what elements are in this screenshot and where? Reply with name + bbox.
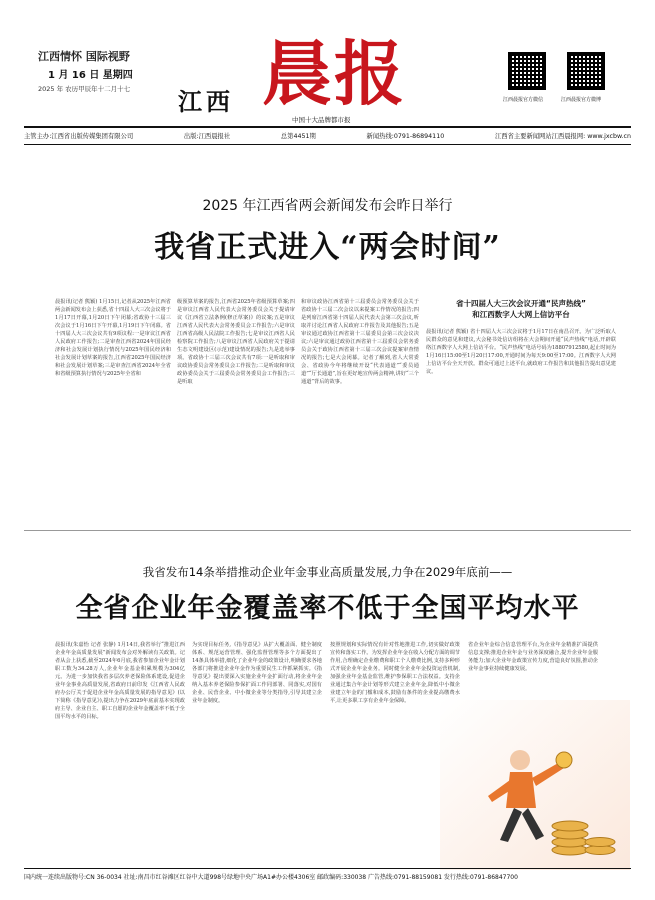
story1-col3: 和审议政协江西省第十三届委员会常务委员会关于省政协十三届二次会议以来提案工作情况的报告;四是列席江西省第十四届人民代表大会第三次会议,听取并讨论江西省人民政府工作报告及其他报告;五是审议通过政协江西省第十三届委员会第三次会议决议;六是审议通过政协江西省第十三届委员会常务委员会关于政协江西省第十三届三次会议提案审查情况的报告;七是大会闭幕。记者了解到,省人大常委会、省政协今年将继续开设“代表通道”“委员通道”“厅长通道”,旨在更好地宣传两会精神,讲好“三个通道”背后的故事。	[301, 299, 419, 385]
qr-caption-wechat: 江西晨报官方微信	[503, 97, 544, 103]
story2-col1: 晨报讯(朱嘉怡 记者 张静) 1月14日,我省举行“推进江西企业年金高质量发展”新闻发布会对外解读有关政策。记者从会上获悉,截至2024年6月底,我省参加企业年金计划职工数为34.28万人,企业年金基金积累规模为304亿元。为进一步加快我省多层次养老保险体系建设,促进企业年金事业高质量发展,省政府日前印发《江西省人民政府办公厅关于促进企业年金高质量发展的指导意见》(以下简称《指导意见》),提出力争在2029年底前基本实现政府主导、企业自主、职工自愿的企业年金覆盖率不低于全国平均水平的目标。	[55, 642, 185, 720]
infobar-rule	[24, 144, 631, 145]
masthead-rule	[24, 126, 631, 128]
pension-illustration	[440, 700, 630, 870]
story1-kicker: 2025 年江西省两会新闻发布会昨日举行	[202, 198, 453, 214]
info-issue: 总第4451期	[280, 133, 316, 140]
info-sponsor: 主管主办:江西省出版传媒集团有限公司	[24, 133, 134, 140]
story1-sidebar	[426, 298, 616, 376]
info-bar	[24, 131, 631, 142]
issue-date: 1 月 16 日 星期四	[48, 70, 133, 81]
lunar-date: 2025 年 农历甲辰年十二月十七	[38, 85, 131, 93]
story1-headline: 我省正式进入“两会时间”	[154, 230, 501, 265]
slogan: 江西情怀 国际视野	[38, 50, 130, 63]
story2-col3: 按照规划和实际情况有针对性地推进工作,切实做好政策宣传和落实工作。为发挥企业年金在收入分配方面的调节作用,合理确定企业缴费和职工个人缴费比例,支持多种形式开展企业年金业务。同时健全企业年金投资运营机制,加强企业年金基金监管,维护参保职工合法权益。支持企业通过集合年金计划等形式建立企业年金,降低中小微企业建立年金的门槛和成本,鼓励有条件的企业提高缴费水平,让更多职工享有企业年金保障。	[330, 642, 460, 704]
story2-col4: 省企业年金综合信息管理平台,为企业年金精准扩面提供信息支撑;推进企业年金与业务深度融合,提升企业年金服务能力;加大企业年金政策宣传力度,营造良好氛围,推动企业年金事业持续健康发展。	[468, 642, 598, 672]
wechat-qr-icon	[508, 52, 546, 90]
info-publisher: 出版:江西晨报社	[183, 133, 231, 140]
footer-imprint: 国内统一连续出版物号:CN 36-0034 社址:南昌市红谷滩区红谷中大道998号绿地中央广场A1#办公楼4306室 邮政编码:330038 广告热线:0791-88159081 发行热线:0791-86847700	[24, 874, 518, 881]
section-divider	[24, 530, 631, 531]
story2-col2: 为实现目标任务,《指导意见》从扩大覆盖面、健全制度体系、规范运营管理、强化监督管理等多个方面提出了14条具体举措,细化了企业年金的政策设计,明确要求各地各部门将推进企业年金作为重要民生工作抓紧抓实。《指导意见》提出要深入实施企业年金扩面行动,将企业年金纳入基本养老保险参保扩面工作同部署、同落实,对国有企业、民营企业、中小微企业等分类指导,引导其建立企业年金制度。	[192, 642, 322, 704]
newspaper-logo: 晨报	[262, 32, 406, 115]
sidebar-text: 晨报讯(记者 熊颖) 省十四届人大三次会议将于1月17日在南昌召开。为广泛听取人民群众的意见和建议,大会秘书处信访组将在大会期间开通“民声热线”电话,开辟联络江西数字人大网上信访平台。“民声热线”电话号码为18807912580,起止时间为1月16日15:00至1月20日17:00,开通时间为每天9:00至17:00。江西数字人大网上信访平台全天开放。群众可通过上述平台,就政府工作报告和其他报告提出意见建议。	[426, 329, 616, 375]
qr-caption-weibo: 江西晨报官方微博	[561, 97, 602, 103]
logo-prefix: 江西	[178, 87, 234, 116]
story2-headline: 全省企业年金覆盖率不低于全国平均水平	[75, 593, 580, 624]
story1-col2: 级预算草案的报告,江西省2025年省级预算草案;四是审议江西省人民代表大会常务委员会关于提请审议《江西省立法条例(修正草案)》的议案;五是审议江西省人民代表大会常务委员会工作报告;六是审议江西省高级人民法院工作报告;七是审议江西省人民检察院工作报告;八是审议江西省人民政府关于提请生态文明建设区(示范)建设情况的报告;九是选举事项。省政协十三届三次会议共有7项:一是听取和审议政协委员会常务委员会工作报告;二是听取和审议政协委员会关于三届委员会常务委员会工作报告;三是听取	[177, 299, 295, 385]
info-hotline: 新闻热线:0791-86894110	[366, 133, 445, 140]
info-site: 江西省主要新闻网站江西晨报网: www.jxcbw.cn	[494, 133, 631, 140]
sidebar-title2: 和江西数字人大网上信访平台	[472, 310, 570, 319]
story1-col1: 晨报讯(记者 熊颖) 1月15日,记者从2025年江西省两会新闻发布会上获悉,省十四届人大三次会议将于1月17日开幕,1月20日下午闭幕;省政协十三届三次会议于1月16日下午开幕,1月19日下午闭幕。省十四届人大三次会议共有9项议程:一是审议江西省人民政府工作报告;二是审查江西省2024年国民经济和社会发展计划执行情况与2025年国民经济和社会发展计划草案的报告,江西省2025年国民经济和社会发展计划草案;三是审查江西省2024年全省和省级预算执行情况与2025年全省和	[55, 299, 171, 377]
sidebar-title1: 省十四届人大三次会议开通“民声热线”	[456, 299, 586, 308]
story2-kicker: 我省发布14条举措推动企业年金事业高质量发展,力争在2029年底前——	[142, 565, 513, 579]
footer-rule	[24, 868, 631, 869]
weibo-qr-icon	[567, 52, 605, 90]
masthead-subtitle: 中国十大品牌都市报	[292, 116, 351, 124]
